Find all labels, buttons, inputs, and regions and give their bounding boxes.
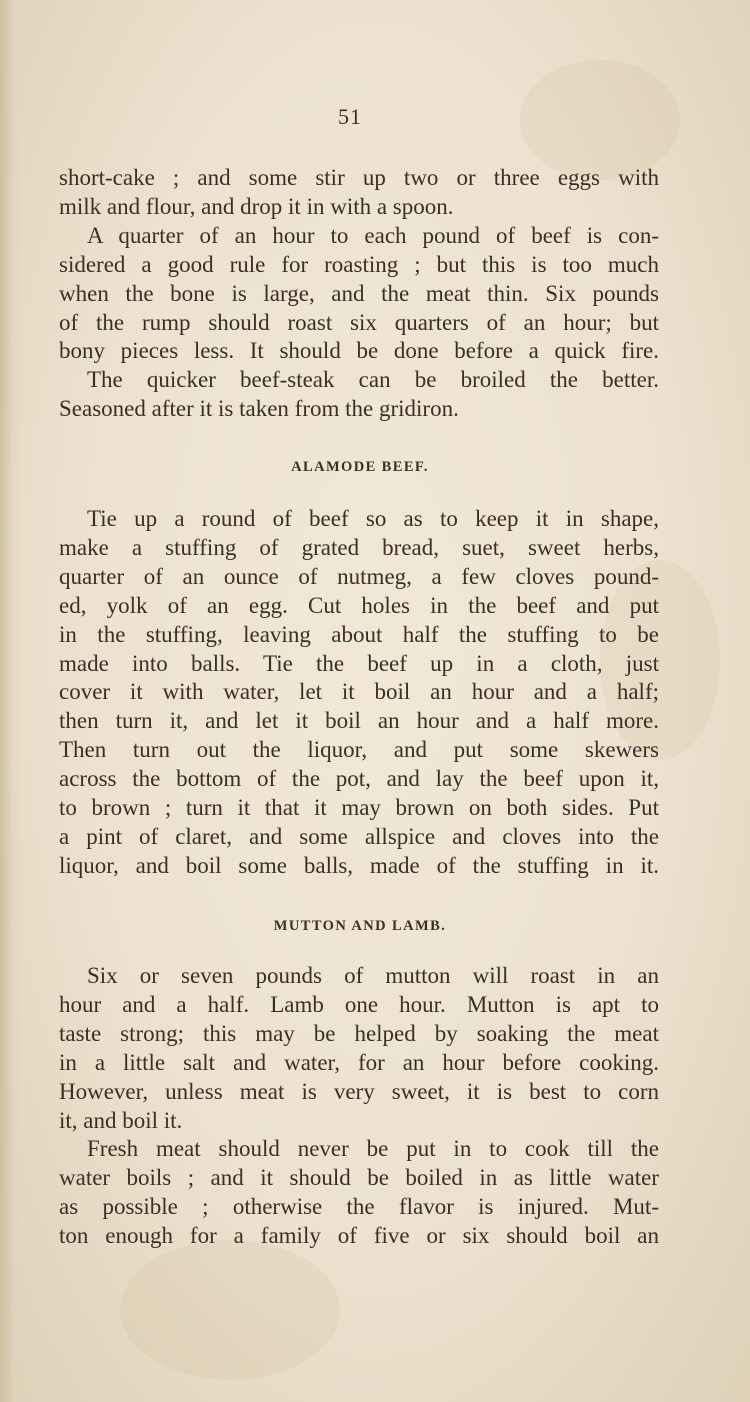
text-line: a pint of claret, and some allspice and cloves into the (59, 823, 659, 849)
paragraph (59, 164, 659, 222)
paragraph (59, 1135, 659, 1251)
text-line: made into balls. Tie the beef up in a cloth, just (59, 650, 659, 676)
paragraph (59, 222, 659, 367)
alamode-section (59, 505, 659, 881)
paragraph (59, 962, 659, 1135)
text-line: in the stuffing, leaving about half the stuffing to be (59, 621, 659, 647)
text-line: A quarter of an hour to each pound of beef is con- (87, 222, 659, 248)
intro-section (59, 164, 659, 424)
text-line: when the bone is large, and the meat thin. Six pounds (59, 280, 659, 306)
text-line: across the bottom of the pot, and lay the beef upon it, (59, 766, 659, 792)
text-line: Fresh meat should never be put in to cook till the (87, 1136, 659, 1162)
text-line: hour and a half. Lamb one hour. Mutton is apt to (59, 991, 659, 1017)
paper-stain (120, 1240, 340, 1380)
text-line: ton enough for a family of five or six should boil an (59, 1223, 659, 1249)
section-heading-alamode-beef: ALAMODE BEEF. (291, 459, 429, 475)
text-line: quarter of an ounce of nutmeg, a few cloves pound- (59, 563, 659, 589)
paragraph (59, 505, 659, 881)
text-line: short-cake ; and some stir up two or three eggs with (59, 165, 659, 190)
text-line: liquor, and boil some balls, made of the stuffing in it. (59, 852, 659, 878)
text-line: However, unless meat is very sweet, it is best to corn (59, 1078, 659, 1104)
text-line: in a little salt and water, for an hour before cooking. (59, 1049, 659, 1075)
text-line: make a stuffing of grated bread, suet, sweet herbs, (59, 534, 659, 560)
text-line: The quicker beef-steak can be broiled the better. (87, 367, 659, 393)
text-line: then turn it, and let it boil an hour and a half more. (59, 708, 659, 734)
text-line: as possible ; otherwise the flavor is injured. Mut- (59, 1194, 659, 1220)
text-line: bony pieces less. It should be done before a quick fire. (59, 338, 659, 364)
mutton-section (59, 962, 659, 1251)
text-line: taste strong; this may be helped by soaking the meat (59, 1020, 659, 1046)
text-line: cover it with water, let it boil an hour and a half; (59, 679, 659, 705)
page-edge-shading (0, 0, 22, 1402)
text-line: water boils ; and it should be boiled in as little water (59, 1165, 659, 1191)
text-line: Tie up a round of beef so as to keep it in shape, (87, 506, 659, 531)
text-line: it, and boil it. (59, 1107, 183, 1133)
page-number: 51 (338, 104, 362, 129)
paragraph (59, 366, 659, 424)
text-line: of the rump should roast six quarters of an hour; but (59, 309, 659, 335)
text-line: Then turn out the liquor, and put some skewers (59, 737, 659, 763)
text-line: to brown ; turn it that it may brown on both sides. Put (59, 795, 659, 821)
text-line: Six or seven pounds of mutton will roast in an (87, 963, 659, 988)
text-line: ed, yolk of an egg. Cut holes in the beef and put (59, 592, 659, 618)
section-heading-mutton-and-lamb: MUTTON AND LAMB. (273, 918, 447, 934)
text-line: sidered a good rule for roasting ; but this is too much (59, 251, 659, 277)
text-line: milk and flour, and drop it in with a spoon. (59, 193, 454, 219)
text-line: Seasoned after it is taken from the gridiron. (59, 396, 459, 422)
